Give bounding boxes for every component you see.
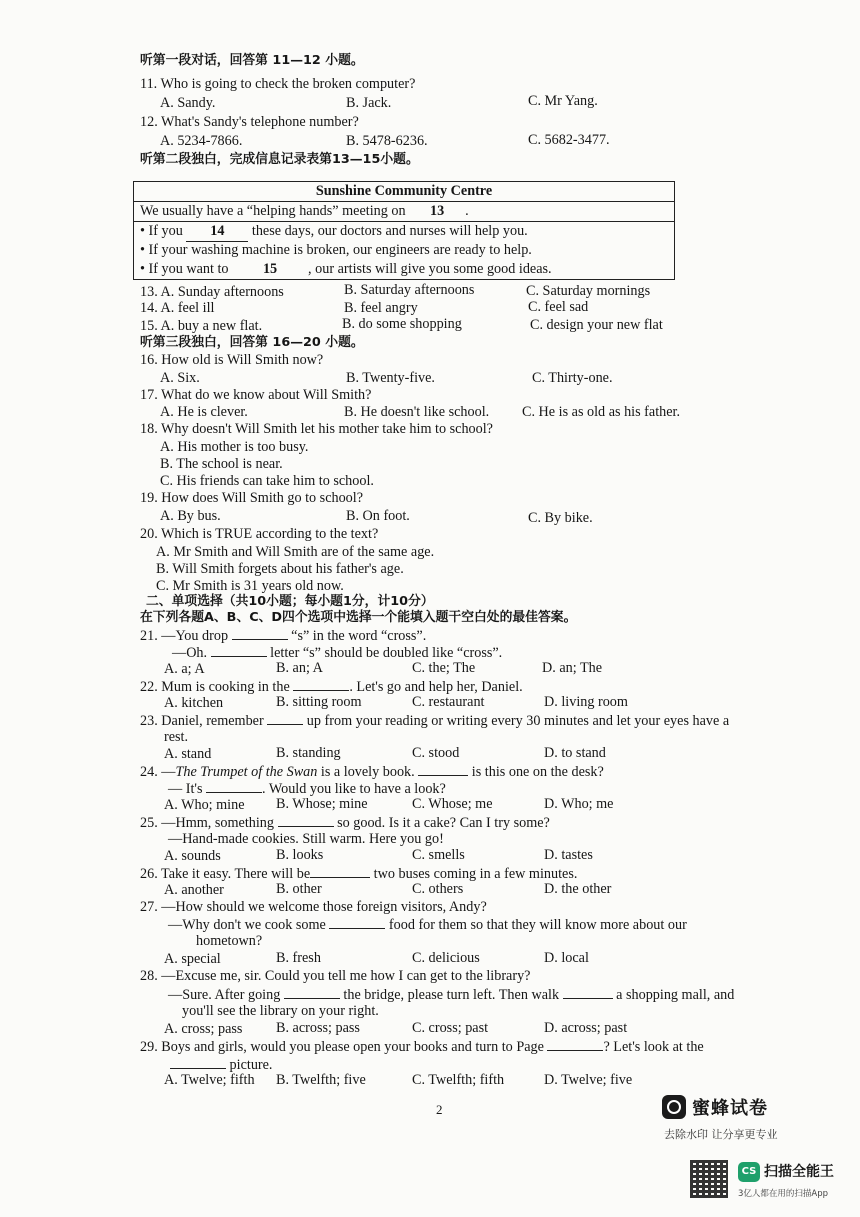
- q12-option-c: C. 5682-3477.: [528, 132, 610, 148]
- mifeng-logo-icon: [662, 1095, 686, 1119]
- q29-blank-1[interactable]: [547, 1038, 603, 1051]
- q26-stem-pre: 26. Take it easy. There will be: [140, 866, 311, 882]
- q25-option-a: A. sounds: [164, 848, 221, 864]
- q15-option-c: C. design your new flat: [530, 317, 663, 333]
- q12-option-a: A. 5234-7866.: [160, 133, 243, 149]
- info-record-table: [133, 181, 675, 280]
- q17-option-a: A. He is clever.: [160, 404, 248, 420]
- q23-option-b: B. standing: [276, 745, 341, 761]
- section3-header: 听第三段独白，回答第 16—20 小题。: [140, 335, 364, 350]
- q21-option-c: C. the; The: [412, 660, 476, 676]
- q25-option-d: D. tastes: [544, 847, 593, 863]
- q11-option-c: C. Mr Yang.: [528, 93, 598, 109]
- table-row-doctors-post: these days, our doctors and nurses will help you.: [248, 223, 528, 239]
- q26-blank[interactable]: [310, 865, 370, 878]
- q24-option-a: A. Who; mine: [164, 797, 245, 813]
- q21-blank-1[interactable]: [232, 627, 288, 640]
- q21-option-a: A. a; A: [164, 661, 205, 677]
- table-title: Sunshine Community Centre: [315, 183, 493, 199]
- q28-line2-pre: —Sure. After going: [168, 987, 284, 1003]
- q25-blank[interactable]: [278, 814, 334, 827]
- table-row-artists: [134, 260, 674, 279]
- q24-option-b: B. Whose; mine: [276, 796, 368, 812]
- q24-option-d: D. Who; me: [544, 796, 614, 812]
- q24-blank-2[interactable]: [206, 780, 262, 793]
- q17-stem: 17. What do we know about Will Smith?: [140, 387, 372, 403]
- table-bullet-group: [134, 221, 674, 279]
- q24-stem-post2: is this one on the desk?: [468, 764, 604, 780]
- q11-option-b: B. Jack.: [346, 95, 392, 111]
- q29-line2: [170, 1056, 272, 1073]
- q27-option-b: B. fresh: [276, 950, 321, 966]
- q20-stem: 20. Which is TRUE according to the text?: [140, 526, 379, 542]
- q15-option-b: B. do some shopping: [342, 316, 462, 332]
- q26-stem-post: two buses coming in a few minutes.: [370, 866, 578, 882]
- q24-stem: [140, 763, 604, 780]
- q28-line2-post: a shopping mall, and: [612, 987, 735, 1003]
- q28-blank-1[interactable]: [284, 986, 340, 999]
- camscanner-tagline: 3亿人都在用的扫描App: [738, 1189, 829, 1199]
- q24-blank-1[interactable]: [418, 763, 468, 776]
- q26-stem: [140, 865, 577, 882]
- table-row-meeting: [134, 201, 674, 221]
- q28-stem: 28. —Excuse me, sir. Could you tell me how I can get to the library?: [140, 968, 531, 984]
- q25-option-b: B. looks: [276, 847, 324, 863]
- blank-15[interactable]: 15: [232, 260, 308, 280]
- q29-stem: [140, 1038, 704, 1055]
- q28-blank-2[interactable]: [563, 986, 613, 999]
- q22-option-b: B. sitting room: [276, 694, 362, 710]
- q25-stem: [140, 814, 550, 831]
- table-row-engineers: • If your washing machine is broken, our engineers are ready to help.: [140, 242, 532, 258]
- q19-stem: 19. How does Will Smith go to school?: [140, 490, 364, 506]
- q23-blank[interactable]: [267, 712, 303, 725]
- q25-stem-pre: 25. —Hmm, something: [140, 815, 278, 831]
- q21-line2-pre: —Oh.: [172, 645, 211, 661]
- mifeng-brand-name: 蜜蜂试卷: [692, 1098, 768, 1119]
- q15-option-a: 15. A. buy a new flat.: [140, 318, 263, 334]
- q21-option-d: D. an; The: [542, 660, 603, 676]
- q28-line2-mid: the bridge, please turn left. Then walk: [339, 987, 563, 1003]
- q18-option-a: A. His mother is too busy.: [160, 439, 309, 455]
- q17-option-b: B. He doesn't like school.: [344, 404, 490, 420]
- q20-option-c: C. Mr Smith is 31 years old now.: [156, 578, 344, 594]
- page-number: 2: [436, 1102, 443, 1117]
- q13-option-a: 13. A. Sunday afternoons: [140, 284, 284, 300]
- q21-line2: [172, 644, 502, 661]
- q23-option-d: D. to stand: [544, 745, 606, 761]
- q22-option-a: A. kitchen: [164, 695, 224, 711]
- q27-line3: hometown?: [196, 933, 263, 949]
- q23-stem-post: up from your reading or writing every 30 minutes and let your eyes have a: [303, 713, 730, 729]
- q29-stem-post: ? Let's look at the: [603, 1039, 704, 1055]
- mifeng-watermark: [662, 1094, 768, 1120]
- table-row-meeting-end: .: [465, 203, 469, 219]
- q18-option-b: B. The school is near.: [160, 456, 283, 472]
- q11-option-a: A. Sandy.: [160, 95, 216, 111]
- q24-line2: [168, 780, 446, 797]
- q11-stem: 11. Who is going to check the broken computer?: [140, 76, 416, 92]
- q29-blank-2[interactable]: [170, 1056, 226, 1069]
- q22-option-d: D. living room: [544, 694, 628, 710]
- q28-option-c: C. cross; past: [412, 1020, 489, 1036]
- q27-stem: 27. —How should we welcome those foreign visitors, Andy?: [140, 899, 487, 915]
- q28-line2: [168, 986, 734, 1003]
- q22-option-c: C. restaurant: [412, 694, 485, 710]
- q29-option-b: B. Twelfth; five: [276, 1072, 366, 1088]
- q14-option-a: 14. A. feel ill: [140, 300, 215, 316]
- q23-stem: [140, 712, 729, 729]
- camscanner-name: 扫描全能王: [764, 1164, 834, 1180]
- q27-option-d: D. local: [544, 950, 589, 966]
- q24-option-c: C. Whose; me: [412, 796, 493, 812]
- q28-line3: you'll see the library on your right.: [182, 1003, 379, 1019]
- q14-option-b: B. feel angry: [344, 300, 418, 316]
- q29-stem-pre: 29. Boys and girls, would you please open your books and turn to Page: [140, 1039, 548, 1055]
- q23-option-a: A. stand: [164, 746, 212, 762]
- q27-option-c: C. delicious: [412, 950, 480, 966]
- q16-option-b: B. Twenty-five.: [346, 370, 435, 386]
- q26-option-a: A. another: [164, 882, 224, 898]
- q27-line2-pre: —Why don't we cook some: [168, 917, 330, 933]
- table-row-artists-pre: • If you want to: [140, 261, 233, 277]
- q23-option-c: C. stood: [412, 745, 460, 761]
- table-row-artists-post: , our artists will give you some good ideas.: [308, 261, 552, 277]
- q23-stem-pre: 23. Daniel, remember: [140, 713, 268, 729]
- q24-stem-post: is a lovely book.: [317, 764, 419, 780]
- q22-stem: [140, 678, 523, 695]
- q24-stem-pre: 24. —: [140, 764, 176, 780]
- q28-option-a: A. cross; pass: [164, 1021, 243, 1037]
- q24-line2-post: . Would you like to have a look?: [262, 781, 446, 797]
- q23-line2: rest.: [164, 729, 189, 745]
- q20-option-a: A. Mr Smith and Will Smith are of the same age.: [156, 544, 435, 560]
- blank-13[interactable]: 13: [409, 202, 465, 222]
- q12-stem: 12. What's Sandy's telephone number?: [140, 114, 359, 130]
- part2-instructions: 在下列各题A、B、C、D四个选项中选择一个能填入题干空白处的最佳答案。: [140, 610, 577, 625]
- section2-header: 听第二段独白，完成信息记录表第13—15小题。: [140, 152, 419, 167]
- q19-option-c: C. By bike.: [528, 510, 593, 526]
- part2-title: 二、单项选择（共10小题；每小题1分，计10分）: [146, 594, 434, 609]
- q20-option-b: B. Will Smith forgets about his father's age.: [156, 561, 404, 577]
- mifeng-slogan: 去除水印 让分享更专业: [664, 1128, 778, 1141]
- q21-option-b: B. an; A: [276, 660, 323, 676]
- q13-option-c: C. Saturday mornings: [526, 283, 651, 299]
- q27-option-a: A. special: [164, 951, 221, 967]
- q29-option-c: C. Twelfth; fifth: [412, 1072, 505, 1088]
- q18-option-c: C. His friends can take him to school.: [160, 473, 374, 489]
- q24-line2-pre: — It's: [168, 781, 207, 797]
- q22-stem-pre: 22. Mum is cooking in the: [140, 679, 294, 695]
- q21-blank-2[interactable]: [211, 644, 267, 657]
- q22-stem-post: . Let's go and help her, Daniel.: [349, 679, 523, 695]
- q28-option-b: B. across; pass: [276, 1020, 360, 1036]
- table-row-doctors: [134, 222, 674, 241]
- q17-option-c: C. He is as old as his father.: [522, 404, 681, 420]
- q19-option-a: A. By bus.: [160, 508, 221, 524]
- q29-line2-post: picture.: [226, 1057, 273, 1073]
- q21-line2-post: letter “s” should be doubled like “cross”.: [266, 645, 503, 661]
- q16-option-c: C. Thirty-one.: [532, 370, 613, 386]
- q19-option-b: B. On foot.: [346, 508, 410, 524]
- table-row-meeting-text: We usually have a “helping hands” meeting on: [140, 203, 410, 219]
- q25-option-c: C. smells: [412, 847, 465, 863]
- q29-option-a: A. Twelve; fifth: [164, 1072, 255, 1088]
- q26-option-b: B. other: [276, 881, 322, 897]
- q21-stem-post: “s” in the word “cross”.: [287, 628, 427, 644]
- q14-option-c: C. feel sad: [528, 299, 589, 315]
- q25-stem-post: so good. Is it a cake? Can I try some?: [333, 815, 550, 831]
- q16-stem: 16. How old is Will Smith now?: [140, 352, 324, 368]
- q26-option-c: C. others: [412, 881, 464, 897]
- section1-header: 听第一段对话，回答第 11—12 小题。: [140, 53, 364, 68]
- q27-line2: [168, 916, 687, 933]
- q12-option-b: B. 5478-6236.: [346, 133, 428, 149]
- q13-option-b: B. Saturday afternoons: [344, 282, 475, 298]
- q16-option-a: A. Six.: [160, 370, 200, 386]
- q22-blank[interactable]: [293, 678, 349, 691]
- q26-option-d: D. the other: [544, 881, 612, 897]
- blank-14[interactable]: 14: [186, 222, 248, 242]
- q25-line2: —Hand-made cookies. Still warm. Here you go!: [168, 831, 444, 847]
- q18-stem: 18. Why doesn't Will Smith let his mother take him to school?: [140, 421, 493, 437]
- q21-stem: [140, 627, 426, 644]
- table-row-doctors-pre: • If you: [140, 223, 187, 239]
- camscanner-logo-icon: CS: [738, 1162, 760, 1182]
- qr-code-icon: [690, 1160, 728, 1198]
- q27-blank[interactable]: [329, 916, 385, 929]
- q27-line2-post: food for them so that they will know more about our: [385, 917, 687, 933]
- q21-stem-pre: 21. —You drop: [140, 628, 232, 644]
- q29-option-d: D. Twelve; five: [544, 1072, 633, 1088]
- q28-option-d: D. across; past: [544, 1020, 628, 1036]
- q24-book-title: The Trumpet of the Swan: [175, 764, 318, 780]
